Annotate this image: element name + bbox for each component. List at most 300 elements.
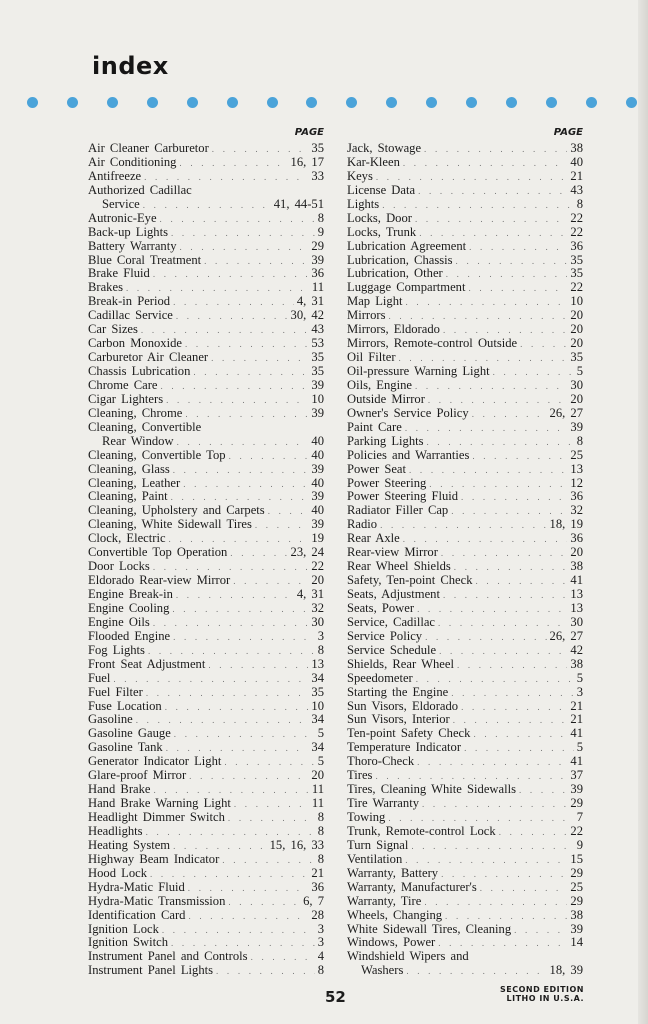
index-entry-line xyxy=(88,686,324,700)
index-entry xyxy=(347,713,583,727)
blue-dot xyxy=(506,97,517,108)
index-entry xyxy=(347,142,583,156)
dot-leader xyxy=(153,617,309,631)
index-entry xyxy=(88,546,324,560)
dot-leader xyxy=(185,408,308,422)
entry-page: 20 xyxy=(570,336,583,351)
entry-page: 7 xyxy=(576,810,583,824)
entry-term: Oils, Engine xyxy=(347,377,412,392)
index-column-left xyxy=(88,126,324,978)
index-entry xyxy=(88,351,324,365)
blue-dot xyxy=(227,97,238,108)
index-entry xyxy=(347,727,583,741)
entry-page: 30 xyxy=(570,614,583,629)
entry-page: 36 xyxy=(570,489,583,504)
entry-term: Wheels, Changing xyxy=(347,907,443,922)
index-entry-line xyxy=(88,797,324,811)
entry-term: Rear Wheel Shields xyxy=(347,559,451,574)
dot-leader xyxy=(174,728,315,742)
entry-term: Clock, Electric xyxy=(88,531,166,546)
entry-term: Speedometer xyxy=(347,670,413,685)
index-entry xyxy=(347,644,583,658)
index-entry-line xyxy=(347,379,583,393)
entry-term: Fuel Filter xyxy=(88,684,143,699)
index-entry xyxy=(88,797,324,811)
index-entry xyxy=(347,560,583,574)
index-entry-line xyxy=(88,407,324,421)
index-entry-line xyxy=(88,811,324,825)
dot-leader xyxy=(183,478,308,492)
index-entry xyxy=(347,825,583,839)
index-entry-line xyxy=(88,546,324,560)
entry-page: 35 xyxy=(570,252,583,267)
index-entry-line xyxy=(347,226,583,240)
entry-page: 35 xyxy=(570,266,583,281)
index-entry xyxy=(88,184,324,212)
dot-leader xyxy=(464,742,574,756)
entry-page: 41 xyxy=(570,726,583,741)
index-entry xyxy=(88,240,324,254)
entry-term: Radio xyxy=(347,517,378,532)
dot-leader xyxy=(480,882,568,896)
entry-page: 21 xyxy=(570,698,583,713)
index-entry xyxy=(347,281,583,295)
index-entry-line xyxy=(88,226,324,240)
index-entry-line xyxy=(88,672,324,686)
entry-term: License Data xyxy=(347,182,416,197)
dot-leader xyxy=(161,380,309,394)
entry-page: 29 xyxy=(570,865,583,880)
index-entry xyxy=(88,421,324,449)
entry-page: 39 xyxy=(570,921,583,936)
dot-leader xyxy=(176,310,288,324)
index-entry-line xyxy=(347,142,583,156)
index-entry xyxy=(88,658,324,672)
entry-term: Power Seat xyxy=(347,461,407,476)
index-entry-line xyxy=(88,700,324,714)
index-entry-line xyxy=(347,504,583,518)
index-entry xyxy=(347,839,583,853)
entry-term: Warranty, Manufacturer's xyxy=(347,879,477,894)
entry-page: 34 xyxy=(311,712,324,727)
dot-leader xyxy=(425,631,546,645)
index-entry xyxy=(88,560,324,574)
index-entry xyxy=(347,490,583,504)
index-entry xyxy=(347,797,583,811)
entry-page: 15 xyxy=(570,851,583,866)
blue-dot xyxy=(27,97,38,108)
index-entry-line xyxy=(88,281,324,295)
dot-leader xyxy=(472,408,547,422)
dot-leader xyxy=(461,701,567,715)
entry-term-continued: Washers xyxy=(361,963,404,978)
index-entry-line xyxy=(347,490,583,504)
index-entry-line xyxy=(347,254,583,268)
entry-page: 39 xyxy=(311,489,324,504)
entry-term: Highway Beam Indicator xyxy=(88,851,220,866)
dot-leader xyxy=(461,491,567,505)
entry-page: 8 xyxy=(317,823,324,838)
index-entry-line xyxy=(347,393,583,407)
index-entry-line xyxy=(88,351,324,365)
entry-page: 3 xyxy=(317,921,324,936)
entry-term: Gasoline xyxy=(88,712,133,727)
index-entry-line xyxy=(88,616,324,630)
entry-term: Antifreeze xyxy=(88,168,142,183)
index-entry-line xyxy=(88,839,324,853)
index-entry xyxy=(88,254,324,268)
index-entry-line xyxy=(88,295,324,309)
dot-leader xyxy=(228,812,315,826)
blue-dot xyxy=(346,97,357,108)
entry-term: Ten-point Safety Check xyxy=(347,726,471,741)
index-entry xyxy=(347,658,583,672)
decorative-dot-rule xyxy=(27,97,637,108)
index-entry xyxy=(88,783,324,797)
dot-leader xyxy=(160,213,315,227)
entry-term: Fuel xyxy=(88,670,111,685)
index-entry-line xyxy=(88,170,324,184)
index-entry xyxy=(347,365,583,379)
index-entry-line xyxy=(347,309,583,323)
index-entry xyxy=(88,686,324,700)
entry-page: 21 xyxy=(570,168,583,183)
dot-leader xyxy=(179,157,287,171)
entry-term: Cleaning, White Sidewall Tires xyxy=(88,517,252,532)
entry-page: 13 xyxy=(311,656,324,671)
entry-page: 22 xyxy=(570,210,583,225)
dot-leader xyxy=(211,352,308,366)
dot-leader xyxy=(438,617,567,631)
entry-page: 20 xyxy=(570,308,583,323)
entry-page: 37 xyxy=(570,768,583,783)
page-column-header: PAGE xyxy=(294,127,324,138)
dot-leader xyxy=(222,854,314,868)
entry-page: 32 xyxy=(570,503,583,518)
dot-leader xyxy=(406,965,546,979)
entry-page: 13 xyxy=(570,587,583,601)
index-entry-line xyxy=(88,964,324,978)
index-entry-line xyxy=(347,532,583,546)
index-entry xyxy=(347,435,583,449)
index-entry xyxy=(347,672,583,686)
index-entry-line xyxy=(88,630,324,644)
entry-term: Thoro-Check xyxy=(347,754,415,769)
index-entry-line xyxy=(347,365,583,379)
index-entry xyxy=(88,365,324,379)
entry-page: 39 xyxy=(570,782,583,797)
index-entry-line xyxy=(88,727,324,741)
dot-leader xyxy=(255,519,309,533)
entry-page: 8 xyxy=(317,810,324,824)
index-entry xyxy=(88,518,324,532)
index-entry-line xyxy=(88,365,324,379)
entry-term: Keys xyxy=(347,168,373,183)
dot-leader xyxy=(422,798,567,812)
index-entry-line xyxy=(347,449,583,463)
index-entry-line xyxy=(347,853,583,867)
blue-dot xyxy=(67,97,78,108)
index-entry xyxy=(88,295,324,309)
entry-page: 30 xyxy=(570,377,583,392)
index-entry xyxy=(88,226,324,240)
index-entry-line xyxy=(88,560,324,574)
entry-page: 35 xyxy=(311,141,324,155)
index-entry-line xyxy=(347,574,583,588)
entry-term: Ignition Switch xyxy=(88,935,169,950)
index-entry-line xyxy=(347,741,583,755)
index-entry-line xyxy=(347,212,583,226)
index-entry xyxy=(347,170,583,184)
dot-leader xyxy=(418,185,567,199)
index-entry-line xyxy=(347,323,583,337)
index-entry-line xyxy=(347,616,583,630)
index-entry-line xyxy=(88,602,324,616)
entry-page: 8 xyxy=(576,433,583,448)
index-entry xyxy=(347,295,583,309)
entry-term: Battery Warranty xyxy=(88,238,177,253)
index-entry xyxy=(88,853,324,867)
dot-leader xyxy=(417,756,567,770)
entry-term: Mirrors, Remote-control Outside xyxy=(347,336,518,351)
dot-leader xyxy=(469,241,567,255)
dot-leader xyxy=(193,366,308,380)
index-entry-line xyxy=(88,755,324,769)
index-entry xyxy=(88,909,324,923)
entry-term: Mirrors xyxy=(347,308,386,323)
index-entry-line xyxy=(347,477,583,491)
index-entry xyxy=(88,923,324,937)
index-entry-line xyxy=(88,309,324,323)
index-entry-line xyxy=(88,449,324,463)
entry-page: 22 xyxy=(570,280,583,295)
entry-term: Rear Axle xyxy=(347,531,400,546)
index-entry xyxy=(88,281,324,295)
entry-page: 8 xyxy=(317,963,324,978)
entry-term: Brakes xyxy=(88,280,123,295)
entry-term: Safety, Ten-point Check xyxy=(347,573,473,588)
index-entry-line xyxy=(88,950,324,964)
entry-page: 25 xyxy=(570,447,583,462)
index-entry-line xyxy=(347,337,583,351)
index-entry xyxy=(347,588,583,602)
entry-page: 8 xyxy=(317,210,324,225)
index-entry xyxy=(88,212,324,226)
entry-page: 36 xyxy=(311,879,324,894)
dot-leader xyxy=(380,519,546,533)
blue-dot xyxy=(267,97,278,108)
entry-term: Warranty, Tire xyxy=(347,893,422,908)
index-entry-line xyxy=(347,518,583,532)
entry-term: Temperature Indicator xyxy=(347,740,462,755)
entry-page: 30 xyxy=(311,614,324,629)
entry-term: Engine Break-in xyxy=(88,587,173,601)
blue-dot xyxy=(147,97,158,108)
entry-term: Cleaning, Chrome xyxy=(88,405,183,420)
entry-term: Fuse Location xyxy=(88,698,162,713)
litho-label: LITHO IN U.S.A. xyxy=(506,994,584,1003)
dot-leader xyxy=(176,589,294,603)
index-entry-line xyxy=(347,421,583,435)
entry-term: Parking Lights xyxy=(347,433,424,448)
entry-page: 18, 19 xyxy=(549,517,583,532)
entry-page: 4, 31 xyxy=(296,587,324,601)
entry-page: 39 xyxy=(570,419,583,434)
entry-term: Lubrication Agreement xyxy=(347,238,467,253)
index-entry xyxy=(88,504,324,518)
entry-page: 26, 27 xyxy=(549,405,583,420)
index-entry-line xyxy=(347,713,583,727)
entry-page: 42 xyxy=(570,642,583,657)
entry-page: 21 xyxy=(570,712,583,727)
entry-term: Policies and Warranties xyxy=(347,447,470,462)
index-entry-line xyxy=(347,923,583,937)
dot-leader xyxy=(424,896,567,910)
index-entry xyxy=(88,463,324,477)
index-entry xyxy=(347,477,583,491)
index-entry-line xyxy=(347,839,583,853)
index-entry-line xyxy=(347,281,583,295)
index-entry xyxy=(347,755,583,769)
entry-term: Lubrication, Chassis xyxy=(347,252,453,267)
index-entry-line xyxy=(88,518,324,532)
dot-leader xyxy=(439,645,567,659)
entry-page: 38 xyxy=(570,559,583,574)
entry-term-continued: Rear Window xyxy=(102,433,174,448)
dot-leader xyxy=(514,924,567,938)
entry-page: 3 xyxy=(317,628,324,643)
index-entry xyxy=(347,323,583,337)
index-entry xyxy=(347,936,583,950)
entry-page: 10 xyxy=(311,698,324,713)
entry-term: Turn Signal xyxy=(347,837,409,852)
dot-leader xyxy=(208,659,308,673)
index-entry-line xyxy=(347,435,583,449)
index-entry-line xyxy=(88,853,324,867)
index-entry xyxy=(347,421,583,435)
entry-page: 34 xyxy=(311,670,324,685)
index-entry-line xyxy=(88,156,324,170)
entry-term: Carbon Monoxide xyxy=(88,336,182,351)
entry-term: Lights xyxy=(347,196,380,211)
index-entry-line xyxy=(347,686,583,700)
index-entry xyxy=(347,853,583,867)
entry-term: Locks, Trunk xyxy=(347,224,417,239)
index-entry xyxy=(347,156,583,170)
index-entry xyxy=(88,490,324,504)
index-entry-line xyxy=(88,909,324,923)
entry-page: 39 xyxy=(311,461,324,476)
index-entry-line xyxy=(88,212,324,226)
index-entry-line xyxy=(88,142,324,156)
index-entry-line xyxy=(88,254,324,268)
dot-leader xyxy=(173,631,315,645)
entry-term: Trunk, Remote-control Lock xyxy=(347,823,496,838)
dot-leader xyxy=(146,687,309,701)
index-entry-line xyxy=(347,630,583,644)
index-entry xyxy=(347,895,583,909)
entry-page: 39 xyxy=(311,377,324,392)
entry-term: Outside Mirror xyxy=(347,391,425,406)
entry-term: Generator Indicator Light xyxy=(88,754,222,769)
entry-page: 5 xyxy=(576,740,583,755)
index-entry-line xyxy=(347,560,583,574)
index-entry-line xyxy=(347,727,583,741)
index-entry xyxy=(347,532,583,546)
dot-leader xyxy=(172,603,308,617)
index-entry xyxy=(88,895,324,909)
index-entry xyxy=(347,267,583,281)
entry-page: 38 xyxy=(570,656,583,671)
index-entry xyxy=(88,672,324,686)
entry-page: 20 xyxy=(570,391,583,406)
dot-leader xyxy=(173,296,294,310)
index-entry-line xyxy=(347,546,583,560)
index-entry xyxy=(88,142,324,156)
entry-term: Lubrication, Other xyxy=(347,266,443,281)
dot-leader xyxy=(409,464,567,478)
index-column-right xyxy=(347,126,583,978)
entry-term: Cigar Lighters xyxy=(88,391,164,406)
dot-leader xyxy=(519,784,567,798)
index-entry-line xyxy=(88,658,324,672)
entry-page: 22 xyxy=(311,559,324,574)
index-entry-line xyxy=(347,463,583,477)
entry-term: Engine Cooling xyxy=(88,600,170,615)
index-entry xyxy=(347,881,583,895)
entry-page: 3 xyxy=(317,935,324,950)
entry-page: 41 xyxy=(570,754,583,769)
dot-leader xyxy=(143,199,271,213)
entry-term-continued: Service xyxy=(102,196,140,211)
index-entry xyxy=(88,170,324,184)
index-entry-line xyxy=(88,477,324,491)
index-entry-line xyxy=(88,574,324,588)
dot-leader xyxy=(520,338,567,352)
entry-term: Cleaning, Leather xyxy=(88,475,181,490)
entry-page: 25 xyxy=(570,879,583,894)
index-entry xyxy=(88,379,324,393)
dot-leader xyxy=(229,450,309,464)
index-entry-line xyxy=(347,895,583,909)
dot-leader xyxy=(417,603,567,617)
entry-page: 43 xyxy=(311,322,324,337)
dot-leader xyxy=(162,924,315,938)
index-entry xyxy=(347,337,583,351)
edition-note xyxy=(500,985,584,1003)
entry-term: Mirrors, Eldorado xyxy=(347,322,440,337)
entry-term: White Sidewall Tires, Cleaning xyxy=(347,921,512,936)
entry-term: Locks, Door xyxy=(347,210,412,225)
index-entry-line xyxy=(347,909,583,923)
entry-page: 29 xyxy=(311,238,324,253)
index-entry-line xyxy=(88,825,324,839)
index-entry xyxy=(88,811,324,825)
index-entry xyxy=(347,254,583,268)
entry-term: Owner's Service Policy xyxy=(347,405,469,420)
entry-page: 36 xyxy=(311,266,324,281)
dot-leader xyxy=(268,505,309,519)
dot-leader xyxy=(441,547,567,561)
entry-term: Chassis Lubrication xyxy=(88,364,191,378)
dot-leader xyxy=(171,227,315,241)
entry-page: 10 xyxy=(570,294,583,309)
dot-leader xyxy=(499,826,568,840)
entry-term: Rear-view Mirror xyxy=(347,545,438,560)
entry-term: Tires, Cleaning White Sidewalls xyxy=(347,782,517,797)
index-entry-line xyxy=(347,184,583,198)
entry-page: 35 xyxy=(311,364,324,378)
